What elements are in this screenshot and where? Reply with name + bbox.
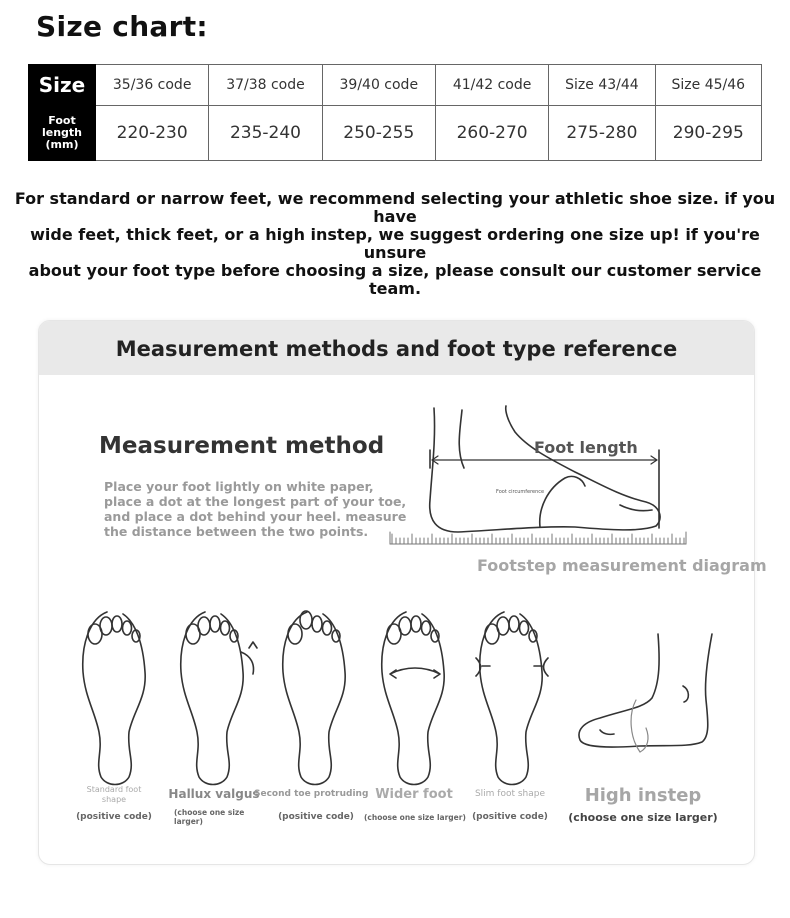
method-title: Measurement method (99, 433, 385, 459)
advice-line: wide feet, thick feet, or a high instep, we suggest ordering one size up! if you're unsure (30, 225, 760, 262)
toe (509, 616, 519, 632)
method-line: place a dot at the longest part of your toe, (104, 494, 407, 509)
wider-foot-icon (382, 612, 444, 785)
toe (497, 617, 509, 635)
foot-type-name: Second toe protruding (254, 789, 369, 799)
foot-length-label: Foot length (534, 438, 638, 457)
toe (100, 617, 112, 635)
foot-type-advice: (choose one size larger) (568, 811, 718, 824)
toe (221, 621, 230, 635)
length-cell: 290-295 (655, 106, 761, 161)
hallux-valgus-foot-icon (181, 612, 257, 785)
toe (300, 611, 312, 629)
toe (520, 621, 529, 635)
foot-type-advice: (choose one size larger) (174, 808, 245, 826)
width-arrows-icon (390, 668, 440, 678)
length-cell: 250-255 (322, 106, 435, 161)
toe (123, 621, 132, 635)
size-cell: 37/38 code (209, 65, 322, 106)
foot-outline (382, 612, 444, 785)
size-cell: 41/42 code (435, 65, 548, 106)
size-cell: 35/36 code (96, 65, 209, 106)
foot-type-name: Hallux valgus (168, 787, 260, 801)
toe (422, 621, 431, 635)
method-line: the distance between the two points. (104, 524, 369, 539)
toe (323, 621, 332, 635)
length-cell: 235-240 (209, 106, 322, 161)
toe (399, 617, 411, 635)
toe (411, 616, 421, 632)
length-cell: 275-280 (549, 106, 655, 161)
foot-type-name: High instep (584, 785, 702, 806)
size-cell: Size 45/46 (655, 65, 761, 106)
foot-type-name: Standard foot shape (86, 785, 142, 804)
panel-title: Measurement methods and foot type reference (39, 321, 754, 375)
toe (312, 616, 322, 632)
foot-type-name: Slim foot shape (474, 789, 546, 799)
toe (288, 624, 302, 644)
high-instep-foot-icon (579, 634, 712, 747)
diagram-label: Footstep measurement diagram (477, 556, 767, 575)
standard-foot-icon (83, 612, 145, 785)
toe (210, 616, 220, 632)
second-toe-foot-icon (283, 611, 345, 785)
toe (112, 616, 122, 632)
advice-line: For standard or narrow feet, we recommend selecting your athletic shoe size. if you have (14, 189, 776, 226)
narrow-arrows-icon (476, 658, 548, 676)
foot-type-advice: (positive code) (278, 812, 354, 822)
toe (198, 617, 210, 635)
foot-type-advice: (choose one size larger) (364, 813, 466, 822)
size-cell: Size 43/44 (549, 65, 655, 106)
foot-outline (283, 612, 345, 785)
foot-length-row-header: Foot length (mm) (29, 106, 96, 161)
foot-type-advice: (positive code) (472, 812, 548, 822)
foot-type-advice: (positive code) (76, 812, 152, 822)
foot-circumference-label: Foot circumference (496, 489, 545, 495)
foot-outline (83, 612, 145, 785)
length-cell: 260-270 (435, 106, 548, 161)
ruler-icon (390, 532, 686, 544)
size-cell: 39/40 code (322, 65, 435, 106)
side-foot-measure-icon (430, 406, 660, 532)
foot-outline (181, 612, 243, 785)
foot-outline (480, 612, 542, 785)
method-line: Place your foot lightly on white paper, (104, 479, 374, 494)
slim-foot-icon (476, 612, 548, 785)
size-row-header: Size (29, 65, 96, 106)
length-cell: 220-230 (96, 106, 209, 161)
foot-type-name: Wider foot (375, 787, 453, 802)
page-title: Size chart: (36, 10, 208, 43)
advice-line: about your foot type before choosing a size, please consult our customer service team. (28, 261, 762, 298)
method-line: and place a dot behind your heel. measure (104, 509, 407, 524)
